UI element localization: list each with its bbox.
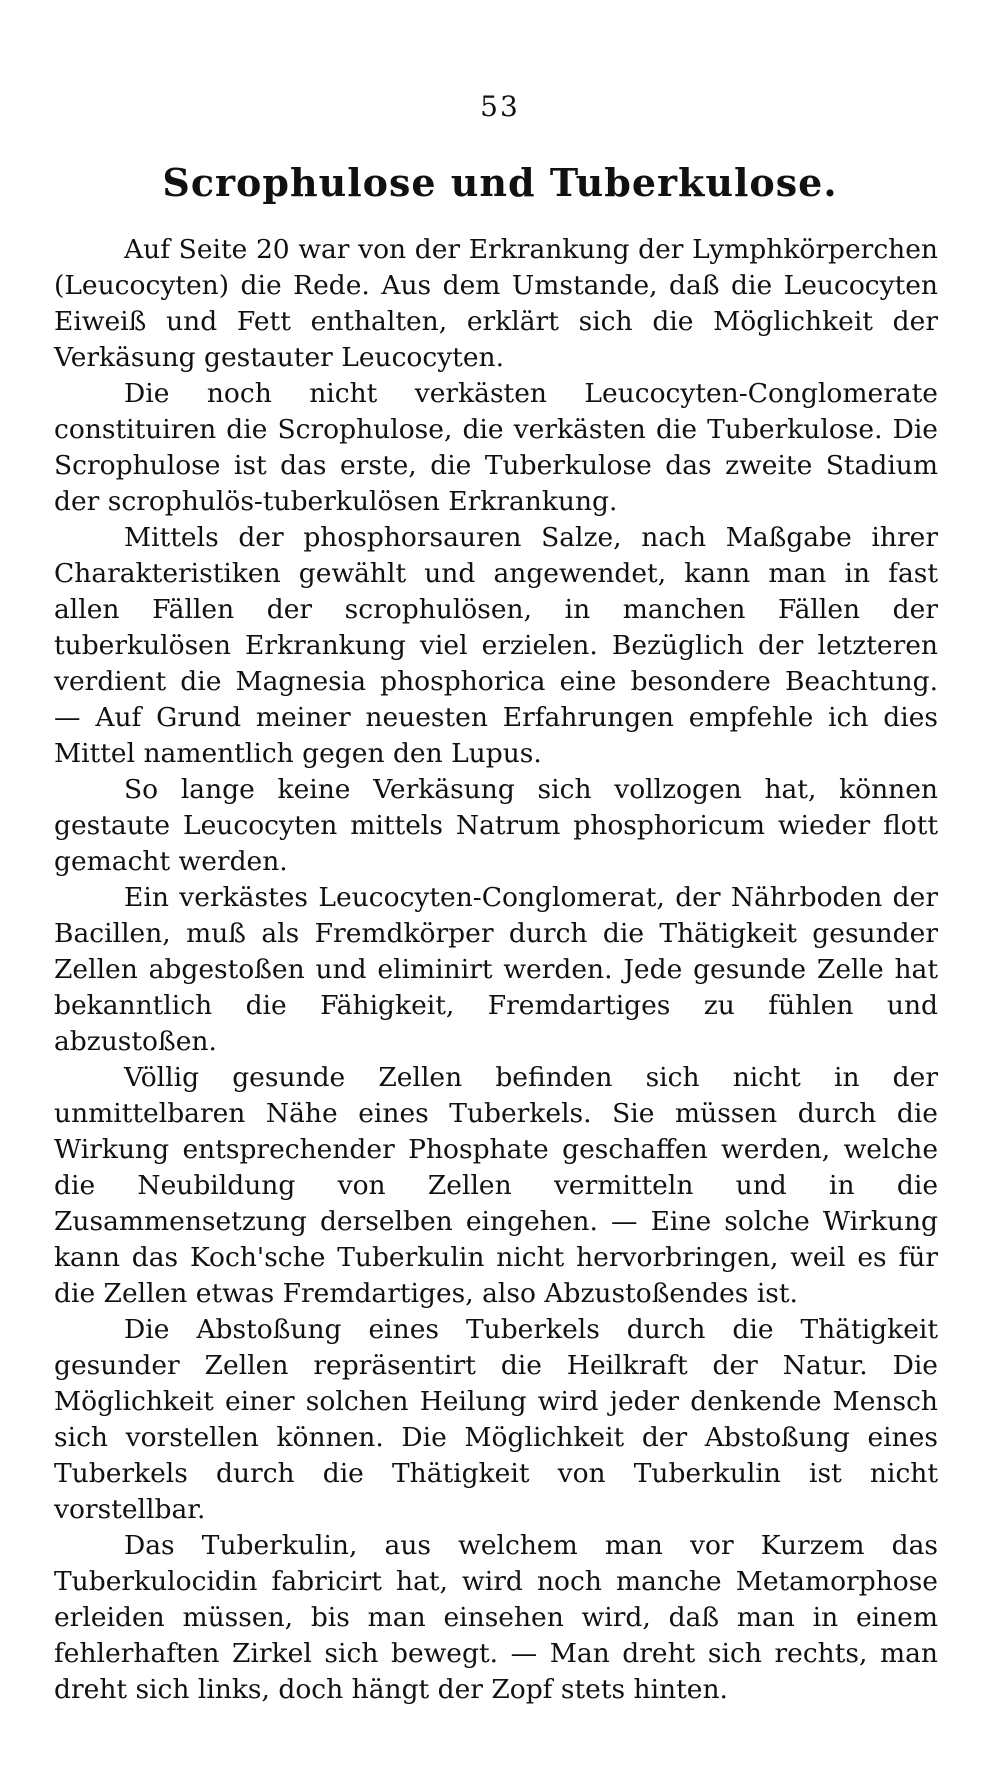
paragraph: Das Tuberkulin, aus welchem man vor Kurzem das Tuberkulocidin fabricirt hat, wird noch manche Metamorphose erleiden müssen, bis man einsehen wird, daß man in einem fehlerhaften Zirkel sich bewegt. — Man dreht sich rechts, man dreht sich links, doch hängt der Zopf stets hinten.	[54, 1530, 938, 1705]
page-number: 53	[480, 90, 520, 123]
body-text	[54, 232, 938, 1708]
paragraph: Mittels der phosphorsauren Salze, nach Maßgabe ihrer Charakteristiken gewählt und angewendet, kann man in fast allen Fällen der scrophulösen, in manchen Fällen der tuberkulösen Erkrankung viel erzielen. Bezüglich der letzteren verdient die Magnesia phosphorica eine besondere Beachtung. — Auf Grund meiner neuesten Erfahrungen empfehle ich dies Mittel namentlich gegen den Lupus.	[54, 522, 938, 769]
paragraph: Auf Seite 20 war von der Erkrankung der Lymphkörperchen (Leucocyten) die Rede. Aus dem Umstande, daß die Leucocyten Eiweiß und Fett enthalten, erklärt sich die Möglichkeit der Verkäsung gestauter Leucocyten.	[54, 234, 938, 373]
chapter-heading: Scrophulose und Tuberkulose.	[162, 160, 838, 205]
paragraph: Die Abstoßung eines Tuberkels durch die Thätigkeit gesunder Zellen repräsentirt die Heilkraft der Natur. Die Möglichkeit einer solchen Heilung wird jeder denkende Mensch sich vorstellen können. Die Möglichkeit der Abstoßung eines Tuberkels durch die Thätigkeit von Tuberkulin ist nicht vorstellbar.	[54, 1314, 938, 1525]
paragraph: So lange keine Verkäsung sich vollzogen hat, können gestaute Leucocyten mittels Natrum phosphoricum wieder flott gemacht werden.	[54, 774, 938, 877]
paragraph: Völlig gesunde Zellen befinden sich nicht in der unmittelbaren Nähe eines Tuberkels. Sie müssen durch die Wirkung entsprechender Phosphate geschaffen werden, welche die Neubildung von Zellen vermitteln und in die Zusammensetzung derselben eingehen. — Eine solche Wirkung kann das Koch'sche Tuberkulin nicht hervorbringen, weil es für die Zellen etwas Fremdartiges, also Abzustoßendes ist.	[54, 1062, 938, 1309]
paragraph: Ein verkästes Leucocyten-Conglomerat, der Nährboden der Bacillen, muß als Fremdkörper durch die Thätigkeit gesunder Zellen abgestoßen und eliminirt werden. Jede gesunde Zelle hat bekanntlich die Fähigkeit, Fremdartiges zu fühlen und abzustoßen.	[54, 882, 938, 1057]
paragraph: Die noch nicht verkästen Leucocyten-Conglomerate constituiren die Scrophulose, die verkästen die Tuberkulose. Die Scrophulose ist das erste, die Tuberkulose das zweite Stadium der scrophulös-tuberkulösen Erkrankung.	[54, 378, 938, 517]
